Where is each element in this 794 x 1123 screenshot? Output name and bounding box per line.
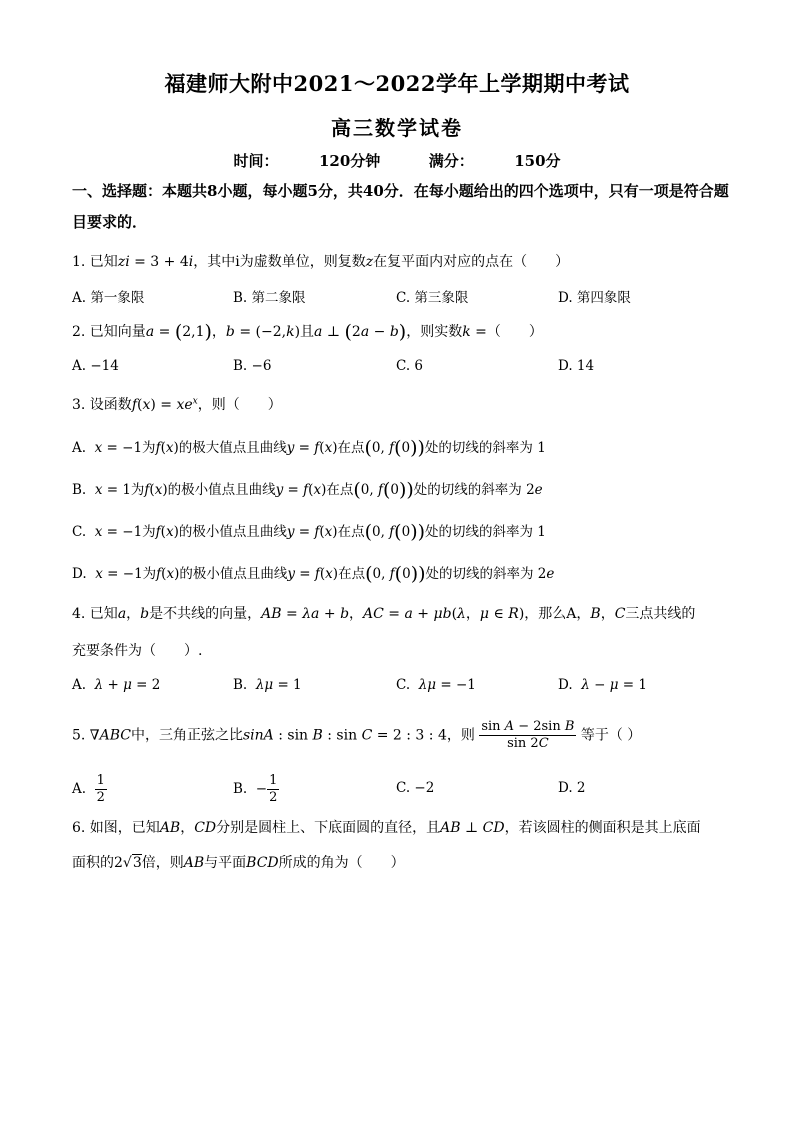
q5-option-d[interactable]: D. 2 (558, 780, 586, 796)
question-number: 5. (72, 727, 86, 744)
q2-option-c[interactable]: C. 6 (396, 358, 424, 374)
q4-option-c[interactable]: C. λμ = −1 (396, 677, 476, 693)
question-number: 2. (72, 324, 86, 340)
q3-option-c[interactable]: C. x = −1为f(x)的极小值点且曲线y = f(x)在点(0, f(0))处的切线的斜率为 1 (72, 521, 546, 543)
q1-option-b[interactable]: B. 第二象限 (233, 290, 306, 306)
exam-subtitle: 高三数学试卷 (331, 116, 463, 140)
question-6: 6. 如图，已知AB，CD分别是圆柱上、下底面圆的直径，且AB ⊥ CD，若该圆柱的侧面积是其上底面 (72, 820, 701, 836)
question-4: 4. 已知a，b是不共线的向量，AB = λa + b，AC = a + μb(λ，μ ∈ R)，那么A，B，C三点共线的 (72, 606, 696, 622)
q4-option-b[interactable]: B. λμ = 1 (233, 677, 302, 693)
question-3: 3. 设函数$f(x) = xe^x$，则（ ） (72, 396, 282, 413)
q3-option-d[interactable]: D. x = −1为f(x)的极小值点且曲线y = f(x)在点(0, f(0))处的切线的斜率为 2e (72, 563, 555, 585)
question-5: 5. ∇ABC中，三角正弦之比sinA : sin B : sin C = 2 : 3 : 4，则 $\frac{\text{sin A − 2sin B}}{\sin 2C}$ 等于（ ） (72, 719, 642, 751)
q5-option-c[interactable]: C. −2 (396, 780, 435, 796)
time-value: 120分钟 (318, 152, 381, 170)
score-value: 150分 (514, 152, 561, 170)
q4-option-a[interactable]: A. λ + μ = 2 (72, 677, 161, 693)
q2-option-a[interactable]: A. −14 (72, 358, 119, 374)
question-number: 3. (72, 397, 86, 413)
q5-fraction: $\frac{\text{sin A − 2sin B}}{\sin 2C}$ (481, 719, 575, 751)
q3-option-a[interactable]: A. x = −1为f(x)的极大值点且曲线y = f(x)在点(0, f(0))处的切线的斜率为 1 (72, 437, 546, 459)
time-label: 时间： (233, 152, 279, 170)
question-2: 2. 已知向量a = (2,1)，b = (−2,k)且a ⊥ (2a − b)，则实数k =（ ） (72, 321, 543, 343)
question-1: 1. 已知zi = 3 + 4i，其中i为虚数单位，则复数z在复平面内对应的点在（ ） (72, 254, 570, 270)
q5-option-a[interactable]: A. $\frac{1}{2}$ (72, 773, 105, 805)
question-6-cont: 面积的2√3倍，则AB与平面BCD所成的角为（ ） (72, 855, 405, 871)
question-number: 4. (72, 606, 86, 622)
question-number: 6. (72, 820, 86, 836)
q4-option-d[interactable]: D. λ − μ = 1 (558, 677, 647, 693)
q2-option-d[interactable]: D. 14 (558, 358, 595, 374)
q1-option-a[interactable]: A. 第一象限 (72, 290, 145, 306)
exam-title: 福建师大附中2021～2022学年上学期期中考试 (164, 71, 630, 96)
q1-option-c[interactable]: C. 第三象限 (396, 290, 469, 306)
exam-meta (0, 150, 794, 171)
q2-option-b[interactable]: B. −6 (233, 358, 272, 374)
q1-option-d[interactable]: D. 第四象限 (558, 290, 631, 306)
score-label: 满分： (428, 152, 474, 170)
q3-option-b[interactable]: B. x = 1为f(x)的极小值点且曲线y = f(x)在点(0, f(0))处的切线的斜率为 2e (72, 479, 543, 501)
q5-option-b[interactable]: B. − $\frac{1}{2}$ (233, 773, 278, 805)
question-number: 1. (72, 254, 86, 270)
question-4-cont: 充要条件为（ ）. (72, 643, 203, 659)
section-heading: 一、选择题：本题共8小题，每小题5分，共40分．在每小题给出的四个选项中，只有一项是符合题目要求的． (72, 182, 729, 231)
